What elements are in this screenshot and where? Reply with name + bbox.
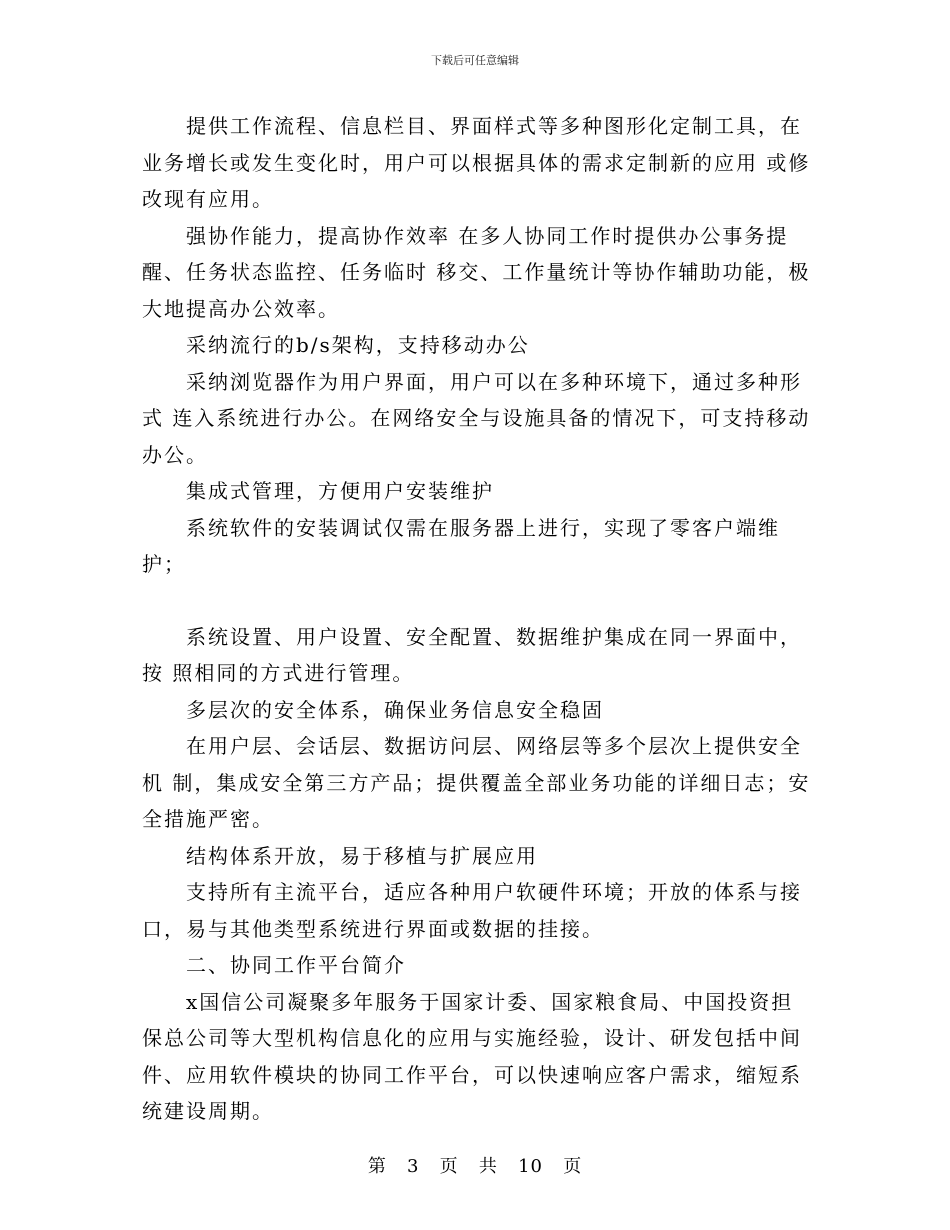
paragraph: 系统设置、用户设置、安全配置、数据维护集成在同一界面中，按 照相同的方式进行管理。: [142, 624, 802, 685]
page-footer: [0, 1156, 950, 1178]
paragraph: 采纳浏览器作为用户界面，用户可以在多种环境下，通过多种形式 连入系统进行办公。在网络安全与设施具备的情况下，可支持移动办公。: [142, 369, 811, 467]
section-heading: 采纳流行的b/s架构，支持移动办公: [186, 333, 530, 357]
footer-label-total: 共: [478, 1156, 498, 1177]
footer-label-total-unit: 页: [563, 1156, 583, 1177]
current-page-number: 3: [407, 1156, 420, 1177]
footer-label-page: 第: [367, 1156, 387, 1177]
document-body: [142, 108, 814, 1130]
section-heading: 二、协同工作平台简介: [186, 953, 406, 977]
paragraph: 提供工作流程、信息栏目、界面样式等多种图形化定制工具，在业务增长或发生变化时，用户可以根据具体的需求定制新的应用 或修改现有应用。: [142, 114, 811, 211]
paragraph: 支持所有主流平台，适应各种用户软硬件环境；开放的体系与接口，易与其他类型系统进行界面或数据的挂接。: [142, 880, 802, 941]
section-heading: 集成式管理，方便用户安装维护: [186, 479, 494, 503]
footer-label-page-unit: 页: [439, 1156, 459, 1177]
total-pages-number: 10: [518, 1156, 543, 1177]
paragraph: 在用户层、会话层、数据访问层、网络层等多个层次上提供安全机 制，集成安全第三方产品；提供覆盖全部业务功能的详细日志；安全措施严密。: [142, 734, 811, 831]
paragraph: 强协作能力，提高协作效率 在多人协同工作时提供办公事务提醒、任务状态监控、任务临时 移交、工作量统计等协作辅助功能，极大地提高办公效率。: [142, 223, 811, 321]
section-heading: 结构体系开放，易于移植与扩展应用: [186, 843, 538, 868]
page-header: 下载后可任意编辑: [431, 54, 519, 67]
paragraph: x国信公司凝聚多年服务于国家计委、国家粮食局、中国投资担保总公司等大型机构信息化的应用与实施经验，设计、研发包括中间件、应用软件模块的协同工作平台，可以快速响应客户需求，缩短系统建设周期。: [142, 989, 802, 1123]
paragraph: 系统软件的安装调试仅需在服务器上进行，实现了零客户端维护；: [142, 515, 780, 576]
section-heading: 多层次的安全体系，确保业务信息安全稳固: [186, 697, 604, 722]
